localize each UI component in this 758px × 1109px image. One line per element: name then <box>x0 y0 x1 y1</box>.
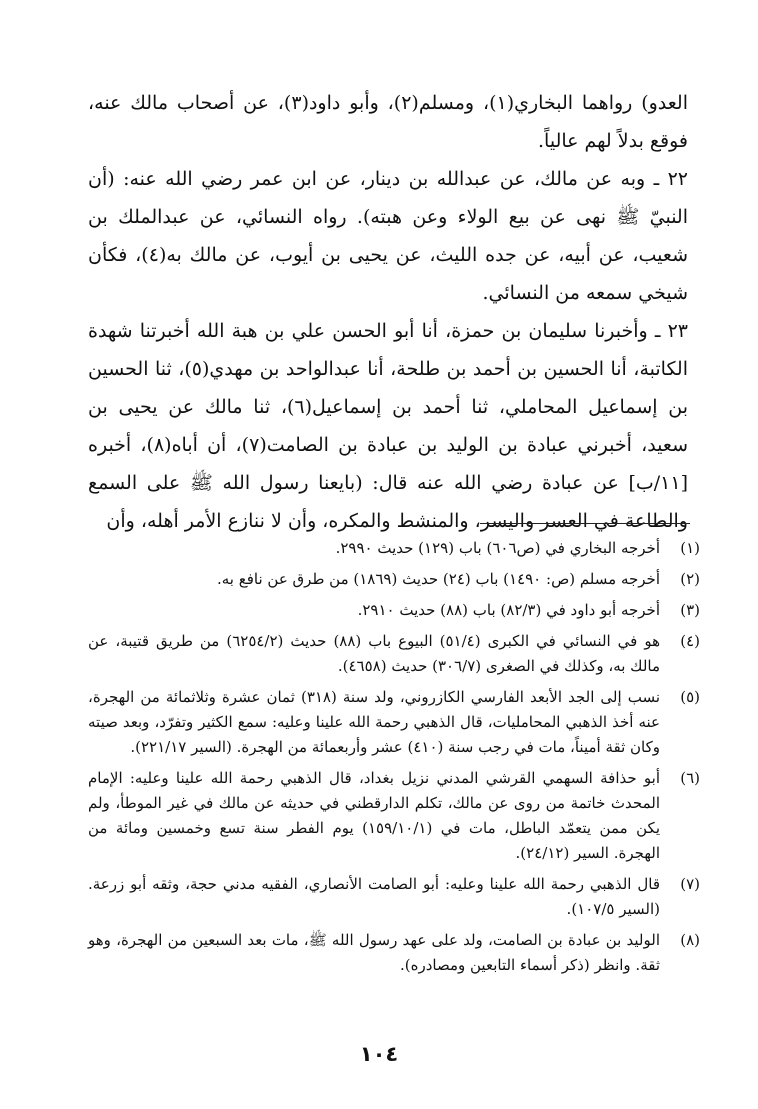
footnote-text: أخرجه مسلم (ص: ١٤٩٠) باب (٢٤) حديث (١٨٦٩) من طرق عن نافع به. <box>216 570 660 588</box>
footnote-text: قال الذهبي رحمة الله علينا وعليه: أبو الصامت الأنصاري، الفقيه مدني حجة، وثقه أبو زرعة. (السير ١٠٧/٥). <box>88 875 660 918</box>
paragraph-hadith-22: ٢٢ ـ وبه عن مالك، عن عبدالله بن دينار، عن ابن عمر رضي الله عنه: (أن النبيّ ﷺ نهى عن بيع الولاء وعن هبته). رواه النسائي، عن عبدالملك بن شعيب، عن أبيه، عن جده الليث، عن يحيى بن أيوب، عن مالك به(٤)، فكأن شيخي سمعه من النسائي. <box>88 168 689 304</box>
footnote-1 <box>88 536 700 561</box>
footnote-number: (٣) <box>680 601 700 619</box>
footnote-number: (١) <box>680 539 700 557</box>
page-number: ١٠٤ <box>359 1042 399 1066</box>
footnote-4 <box>88 629 700 679</box>
footnote-text: أخرجه أبو داود في (٨٢/٣) باب (٨٨) حديث ٢٩١٠. <box>357 601 660 619</box>
footnote-text: أبو حذافة السهمي القرشي المدني نزيل بغداد، قال الذهبي رحمة الله علينا وعليه: الإمام المحدث خاتمة من روى عن مالك، تكلم الدارقطني في حديثه عن مالك في غير الموطأ، ولم يكن ممن يتعمّد الباطل، مات في (١٥٩/١٠/١) يوم الفطر سنة تسع وخمسين ومائة من الهجرة. السير (٢٤/١٢). <box>88 769 660 862</box>
footnote-2 <box>88 567 700 592</box>
footnote-5 <box>88 685 700 760</box>
footnote-number: (٥) <box>680 688 700 706</box>
footnote-8 <box>88 928 700 978</box>
footnote-number: (٦) <box>680 769 700 787</box>
footnote-text: هو في النسائي في الكبرى (٥١/٤) البيوع باب (٨٨) حديث (٦٢٥٤/٢) من طريق قتيبة، عن مالك به، وكذلك في الصغرى (٣٠٦/٧) حديث (٤٦٥٨). <box>88 632 661 675</box>
footnote-text: نسب إلى الجد الأبعد الفارسي الكازروني، ولد سنة (٣١٨) ثمان عشرة وثلاثمائة من الهجرة، عنه أخذ الذهبي المحامليات، قال الذهبي رحمة الله علينا وعليه: سمع الكثير وتفرّد، وبعد صيته وكان ثقة أميناً، مات في رجب سنة (٤١٠) عشر وأربعمائة من الهجرة. (السير ٢٢١/١٧). <box>88 688 661 756</box>
footnote-separator <box>480 523 690 524</box>
footnote-3 <box>88 598 700 623</box>
footnote-number: (٤) <box>680 632 700 650</box>
main-text <box>88 84 688 540</box>
footnote-number: (٢) <box>680 570 700 588</box>
paragraph-hadith-23: ٢٣ ـ وأخبرنا سليمان بن حمزة، أنا أبو الحسن علي بن هبة الله أخبرتنا شهدة الكاتبة، أنا الحسين بن أحمد بن طلحة، أنا عبدالواحد بن مهدي(٥)، ثنا الحسين بن إسماعيل المحاملي، ثنا أحمد بن إسماعيل(٦)، ثنا مالك عن يحيى بن سعيد، أخبرني عبادة بن الوليد بن عبادة بن الصامت(٧)، أن أباه(٨)، أخبره [١١/ب] عن عبادة رضي الله عنه قال: (بايعنا رسول الله ﷺ على السمع والطاعة في العسر واليسر، والمنشط والمكره، وأن لا ننازع الأمر أهله، وأن <box>88 320 689 532</box>
footnote-6 <box>88 766 700 866</box>
footnote-text: أخرجه البخاري في (ص٦٠٦) باب (١٢٩) حديث ٢٩٩٠. <box>335 539 660 557</box>
paragraph-continuation: العدو) رواهما البخاري(١)، ومسلم(٢)، وأبو داود(٣)، عن أصحاب مالك عنه، فوقع بدلاً لهم عالياً. <box>88 92 688 152</box>
footnote-7 <box>88 872 700 922</box>
footnotes <box>88 536 700 984</box>
footnote-text: الوليد بن عبادة بن الصامت، ولد على عهد رسول الله ﷺ، مات بعد السبعين من الهجرة، وهو ثقة. وانظر (ذكر أسماء التابعين ومصادره). <box>88 931 660 974</box>
footnote-number: (٧) <box>680 875 700 893</box>
footnote-number: (٨) <box>680 931 700 949</box>
